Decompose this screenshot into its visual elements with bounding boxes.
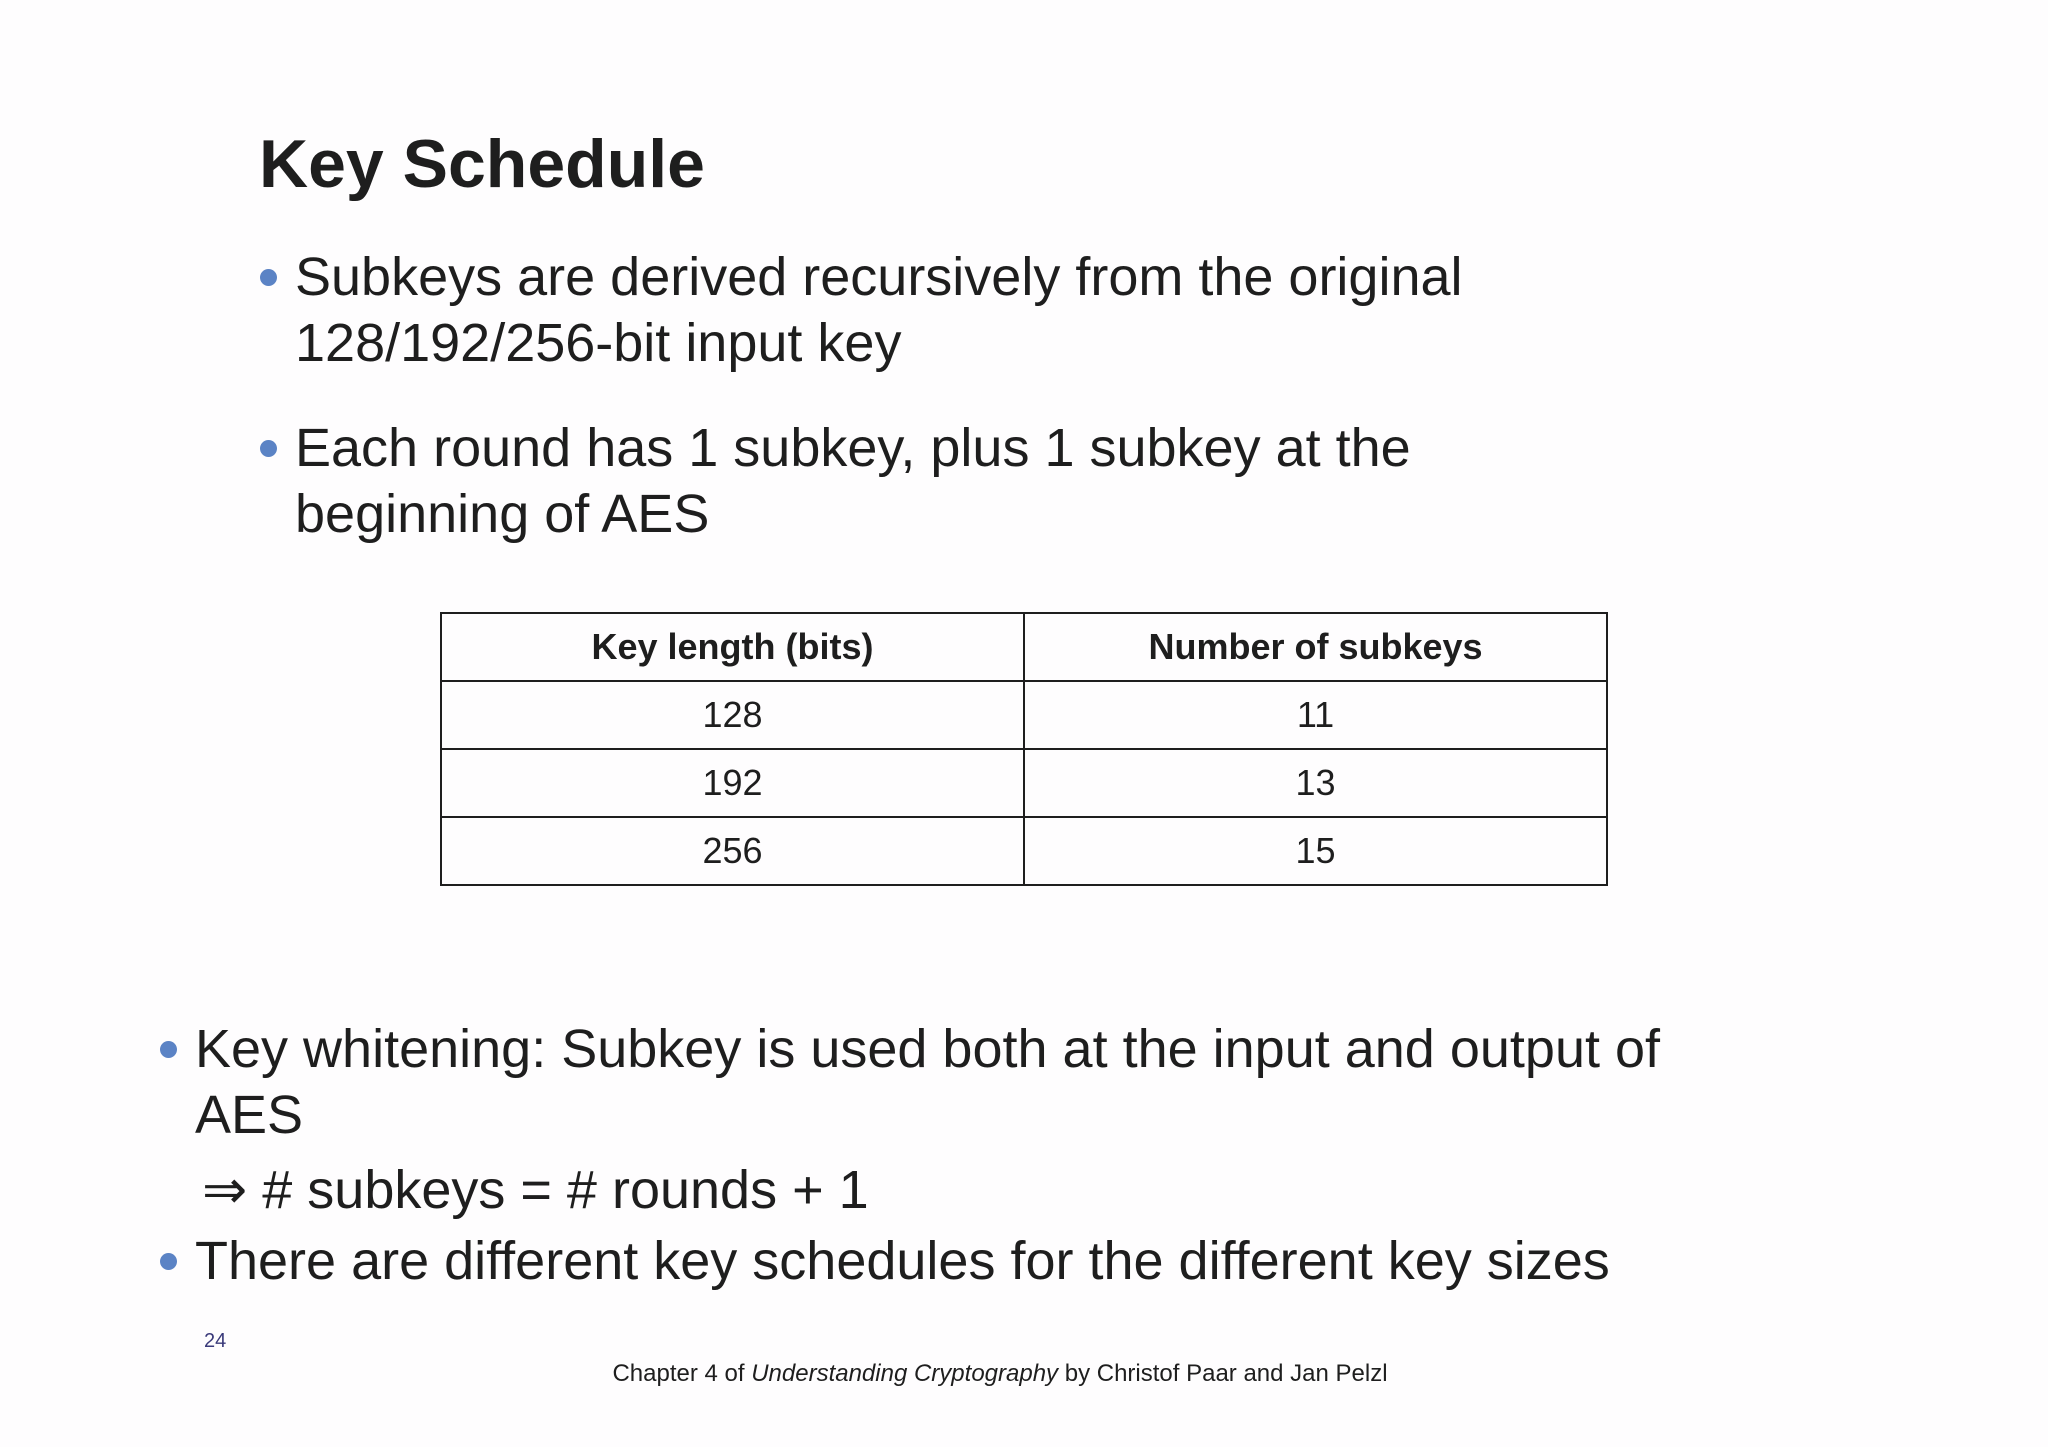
bullet-line: Key whitening: Subkey is used both at the input and output of <box>195 1019 1661 1079</box>
table-row <box>441 749 1607 817</box>
bullet-each-round <box>295 415 1595 547</box>
bullet-different-schedules <box>195 1228 1895 1294</box>
table-cell: 11 <box>1024 681 1607 749</box>
header-number-subkeys: Number of subkeys <box>1024 613 1607 681</box>
table-row <box>441 681 1607 749</box>
bullet-icon <box>260 269 277 286</box>
footer <box>0 1360 2000 1388</box>
footer-book-title: Understanding Cryptography <box>751 1360 1059 1387</box>
table-cell: 128 <box>441 681 1024 749</box>
footer-suffix: by Christof Paar and Jan Pelzl <box>1058 1360 1388 1387</box>
header-key-length: Key length (bits) <box>441 613 1024 681</box>
implication-line: ⇒ # subkeys = # rounds + 1 <box>202 1160 869 1220</box>
slide-title: Key Schedule <box>259 126 705 202</box>
table-header-row <box>441 613 1607 681</box>
table-row <box>441 817 1607 885</box>
bullet-line: 128/192/256-bit input key <box>295 313 902 373</box>
bullet-icon <box>160 1253 177 1270</box>
footer-prefix: Chapter 4 of <box>612 1360 752 1387</box>
bullet-key-whitening <box>195 1016 1795 1148</box>
table-cell: 13 <box>1024 749 1607 817</box>
bullet-icon <box>160 1041 177 1058</box>
bullet-subkeys-derived <box>295 244 1595 376</box>
bullet-line: Subkeys are derived recursively from the original <box>295 247 1463 307</box>
table-cell: 192 <box>441 749 1024 817</box>
subkeys-table <box>440 612 1608 886</box>
bullet-icon <box>260 440 277 457</box>
bullet-line: Each round has 1 subkey, plus 1 subkey at the <box>295 418 1411 478</box>
table-cell: 256 <box>441 817 1024 885</box>
bullet-line: AES <box>195 1085 304 1145</box>
page-number: 24 <box>204 1330 227 1352</box>
bullet-line: There are different key schedules for the different key sizes <box>195 1231 1610 1291</box>
table-cell: 15 <box>1024 817 1607 885</box>
bullet-line: beginning of AES <box>295 484 710 544</box>
